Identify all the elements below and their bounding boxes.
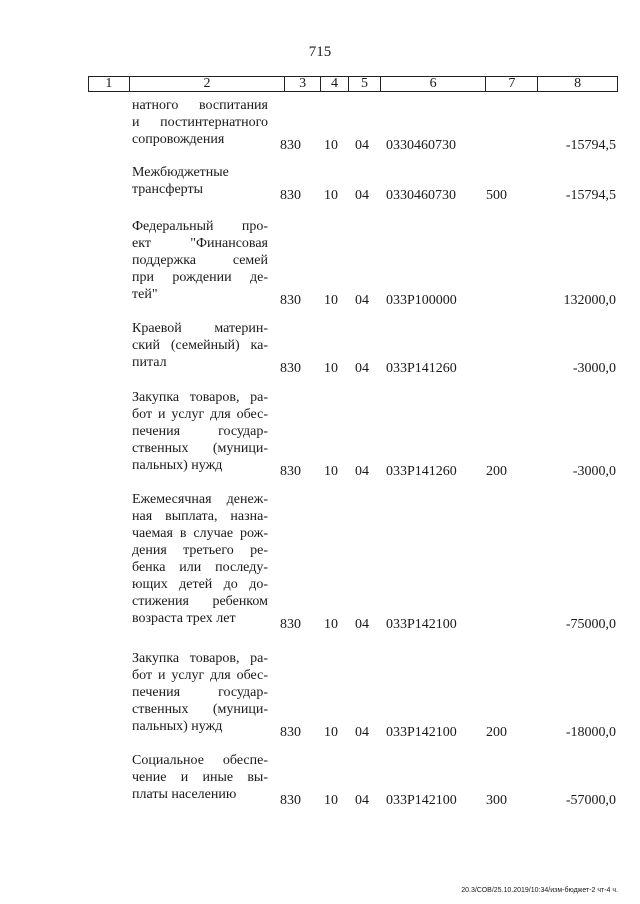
- row-name-line: ственных (муници-: [132, 702, 268, 717]
- row-name-line: чение и иные вы-: [132, 770, 268, 785]
- row-name: [132, 389, 268, 474]
- row-c3: 830: [280, 793, 301, 808]
- row-name-line: натного воспитания: [132, 98, 268, 113]
- row-c4: 10: [324, 617, 338, 632]
- row-c3: 830: [280, 138, 301, 153]
- row-name-line: тей": [132, 287, 158, 302]
- row-name-line: печения государ-: [132, 685, 268, 700]
- row-name-line: бот и услуг для обес-: [132, 668, 268, 683]
- row-name: [132, 97, 268, 148]
- row-name-line: ский (семейный) ка-: [132, 338, 268, 353]
- row-name-line: и постинтернатного: [132, 115, 268, 130]
- row-c6: 033Р100000: [386, 293, 457, 308]
- header-col-7: 7: [485, 77, 537, 91]
- row-c5: 04: [355, 361, 369, 376]
- header-col-2: 2: [129, 77, 284, 91]
- row-c6: 0330460730: [386, 188, 456, 203]
- row-name-line: бот и услуг для обес-: [132, 407, 268, 422]
- row-c8: -3000,0: [572, 464, 616, 479]
- row-c8: -75000,0: [565, 617, 616, 632]
- row-name-line: Краевой материн-: [132, 321, 268, 336]
- row-c7: 300: [486, 793, 507, 808]
- row-c4: 10: [324, 793, 338, 808]
- row-name-line: ная выплата, назна-: [132, 509, 268, 524]
- row-c5: 04: [355, 793, 369, 808]
- row-c6: 033Р141260: [386, 464, 457, 479]
- row-c7: 500: [486, 188, 507, 203]
- row-c4: 10: [324, 361, 338, 376]
- row-c7: 200: [486, 725, 507, 740]
- row-c6: 033Р141260: [386, 361, 457, 376]
- row-c3: 830: [280, 464, 301, 479]
- row-name-line: пальных) нужд: [132, 719, 223, 734]
- row-name-line: Закупка товаров, ра-: [132, 651, 268, 666]
- row-name-line: Федеральный про-: [132, 219, 268, 234]
- row-c8: -3000,0: [572, 361, 616, 376]
- header-col-4: 4: [320, 77, 348, 91]
- row-name-line: ющих детей до до-: [132, 577, 268, 592]
- row-name-line: пальных) нужд: [132, 458, 223, 473]
- header-col-3: 3: [284, 77, 320, 91]
- row-c8: -18000,0: [565, 725, 616, 740]
- row-c4: 10: [324, 138, 338, 153]
- row-c6: 033Р142100: [386, 617, 457, 632]
- row-c4: 10: [324, 464, 338, 479]
- footer-reference: 20.3/СОВ/25.10.2019/10:34/изм-бюджет-2 чт-4 ч.: [461, 887, 618, 894]
- row-name: [132, 752, 268, 803]
- row-name-line: ект "Финансовая: [132, 236, 268, 251]
- row-name-line: Закупка товаров, ра-: [132, 390, 268, 405]
- row-name: [132, 491, 268, 627]
- row-name: [132, 320, 268, 371]
- row-c4: 10: [324, 293, 338, 308]
- row-name-line: платы населению: [132, 787, 237, 802]
- header-col-1: 1: [105, 76, 113, 91]
- row-name-line: бенка или последу-: [132, 560, 268, 575]
- row-c7: 200: [486, 464, 507, 479]
- row-c5: 04: [355, 188, 369, 203]
- row-c6: 033Р142100: [386, 725, 457, 740]
- row-name-line: трансферты: [132, 182, 204, 197]
- row-c8: -15794,5: [565, 188, 616, 203]
- header-col-8: 8: [537, 77, 617, 91]
- row-c5: 04: [355, 464, 369, 479]
- row-c3: 830: [280, 293, 301, 308]
- row-c4: 10: [324, 188, 338, 203]
- row-name-line: чаемая в случае рож-: [132, 526, 268, 541]
- header-col-5: 5: [348, 77, 380, 91]
- row-c5: 04: [355, 293, 369, 308]
- row-c6: 033Р142100: [386, 793, 457, 808]
- row-c5: 04: [355, 725, 369, 740]
- row-c3: 830: [280, 361, 301, 376]
- row-c8: -15794,5: [565, 138, 616, 153]
- row-name-line: сопровождения: [132, 132, 225, 147]
- header-col-6: 6: [380, 77, 486, 91]
- row-c8: -57000,0: [565, 793, 616, 808]
- row-c3: 830: [280, 617, 301, 632]
- row-name-line: ственных (муници-: [132, 441, 268, 456]
- row-name-line: Межбюджетные: [132, 165, 229, 180]
- row-name-line: поддержка семей: [132, 253, 268, 268]
- row-c8: 132000,0: [563, 293, 616, 308]
- row-name-line: возраста трех лет: [132, 611, 236, 626]
- page-number: 715: [308, 44, 332, 60]
- row-name: [132, 650, 268, 735]
- row-c4: 10: [324, 725, 338, 740]
- row-c5: 04: [355, 617, 369, 632]
- row-c3: 830: [280, 725, 301, 740]
- row-name-line: Ежемесячная денеж-: [132, 492, 268, 507]
- row-name: [132, 164, 268, 198]
- row-c3: 830: [280, 188, 301, 203]
- row-c5: 04: [355, 138, 369, 153]
- row-name-line: стижения ребенком: [132, 594, 268, 609]
- row-name-line: печения государ-: [132, 424, 268, 439]
- row-name: [132, 218, 268, 303]
- row-name-line: дения третьего ре-: [132, 543, 268, 558]
- row-name-line: Социальное обеспе-: [132, 753, 268, 768]
- row-name-line: при рождении де-: [132, 270, 268, 285]
- row-c6: 0330460730: [386, 138, 456, 153]
- row-name-line: питал: [132, 355, 167, 370]
